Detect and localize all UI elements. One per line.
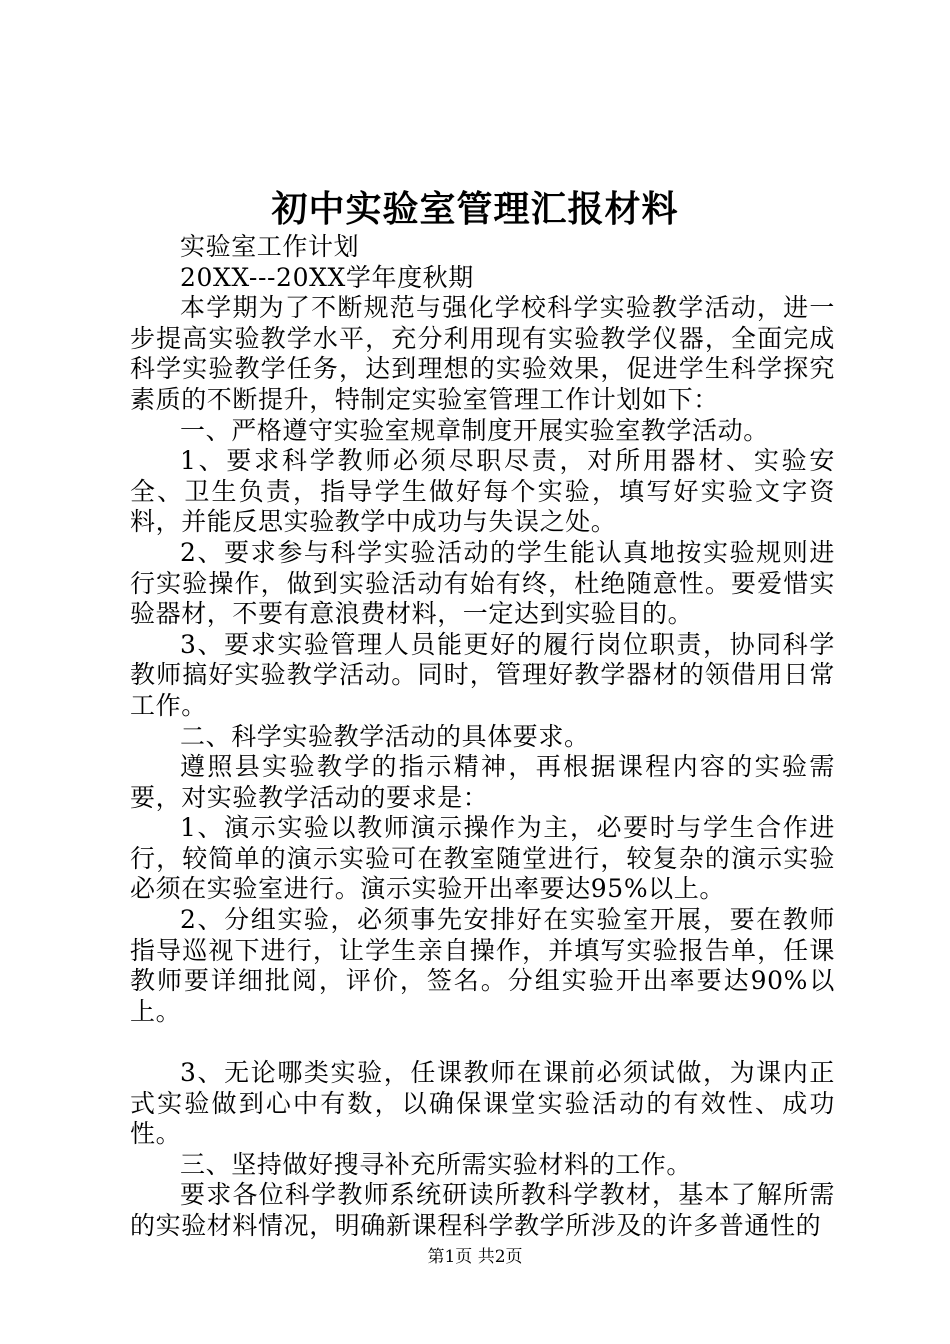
paragraph: 遵照县实验教学的指示精神，再根据课程内容的实验需要，对实验教学活动的要求是： (130, 752, 835, 812)
paragraph: 1、要求科学教师必须尽职尽责，对所用器材、实验安全、卫生负责，指导学生做好每个实验，填写好实验文字资料，并能反思实验教学中成功与失误之处。 (130, 446, 835, 537)
paragraph: 三、坚持做好搜寻补充所需实验材料的工作。 (180, 1149, 693, 1179)
paragraph: 3、要求实验管理人员能更好的履行岗位职责，协同科学教师搞好实验教学活动。同时，管理好教学器材的领借用日常工作。 (130, 629, 835, 720)
paragraph: 要求各位科学教师系统研读所教科学教材，基本了解所需的实验材料情况，明确新课程科学教学所涉及的许多普通性的 (130, 1180, 835, 1240)
document-title: 初中实验室管理汇报材料 (271, 188, 679, 230)
paragraph: 一、严格遵守实验室规章制度开展实验室教学活动。 (180, 415, 769, 445)
paragraph: 实验室工作计划 (180, 232, 360, 261)
blank-line (130, 1027, 835, 1058)
paragraph: 3、无论哪类实验，任课教师在课前必须试做，为课内正式实验做到心中有数，以确保课堂实验活动的有效性、成功性。 (130, 1058, 835, 1149)
paragraph: 2、分组实验，必须事先安排好在实验室开展，要在教师指导巡视下进行，让学生亲自操作，并填写实验报告单，任课教师要详细批阅，评价，签名。分组实验开出率要达90%以上。 (130, 905, 835, 1026)
page-footer: 第1页 共2页 (427, 1247, 523, 1267)
paragraph: 1、演示实验以教师演示操作为主，必要时与学生合作进行，较简单的演示实验可在教室随堂进行，较复杂的演示实验必须在实验室进行。演示实验开出率要达95%以上。 (130, 813, 835, 904)
paragraph: 二、科学实验教学活动的具体要求。 (180, 721, 590, 751)
document-body (130, 232, 835, 1242)
paragraph: 本学期为了不断规范与强化学校科学实验教学活动，进一步提高实验教学水平，充分利用现有实验教学仪器，全面完成科学实验教学任务，达到理想的实验效果，促进学生科学探究素质的不断提升，特制定实验室管理工作计划如下： (130, 293, 835, 414)
paragraph: 2、要求参与科学实验活动的学生能认真地按实验规则进行实验操作，做到实验活动有始有终，杜绝随意性。要爱惜实验器材，不要有意浪费材料，一定达到实验目的。 (130, 537, 835, 629)
paragraph: 20XX---20XX学年度秋期 (180, 262, 474, 292)
